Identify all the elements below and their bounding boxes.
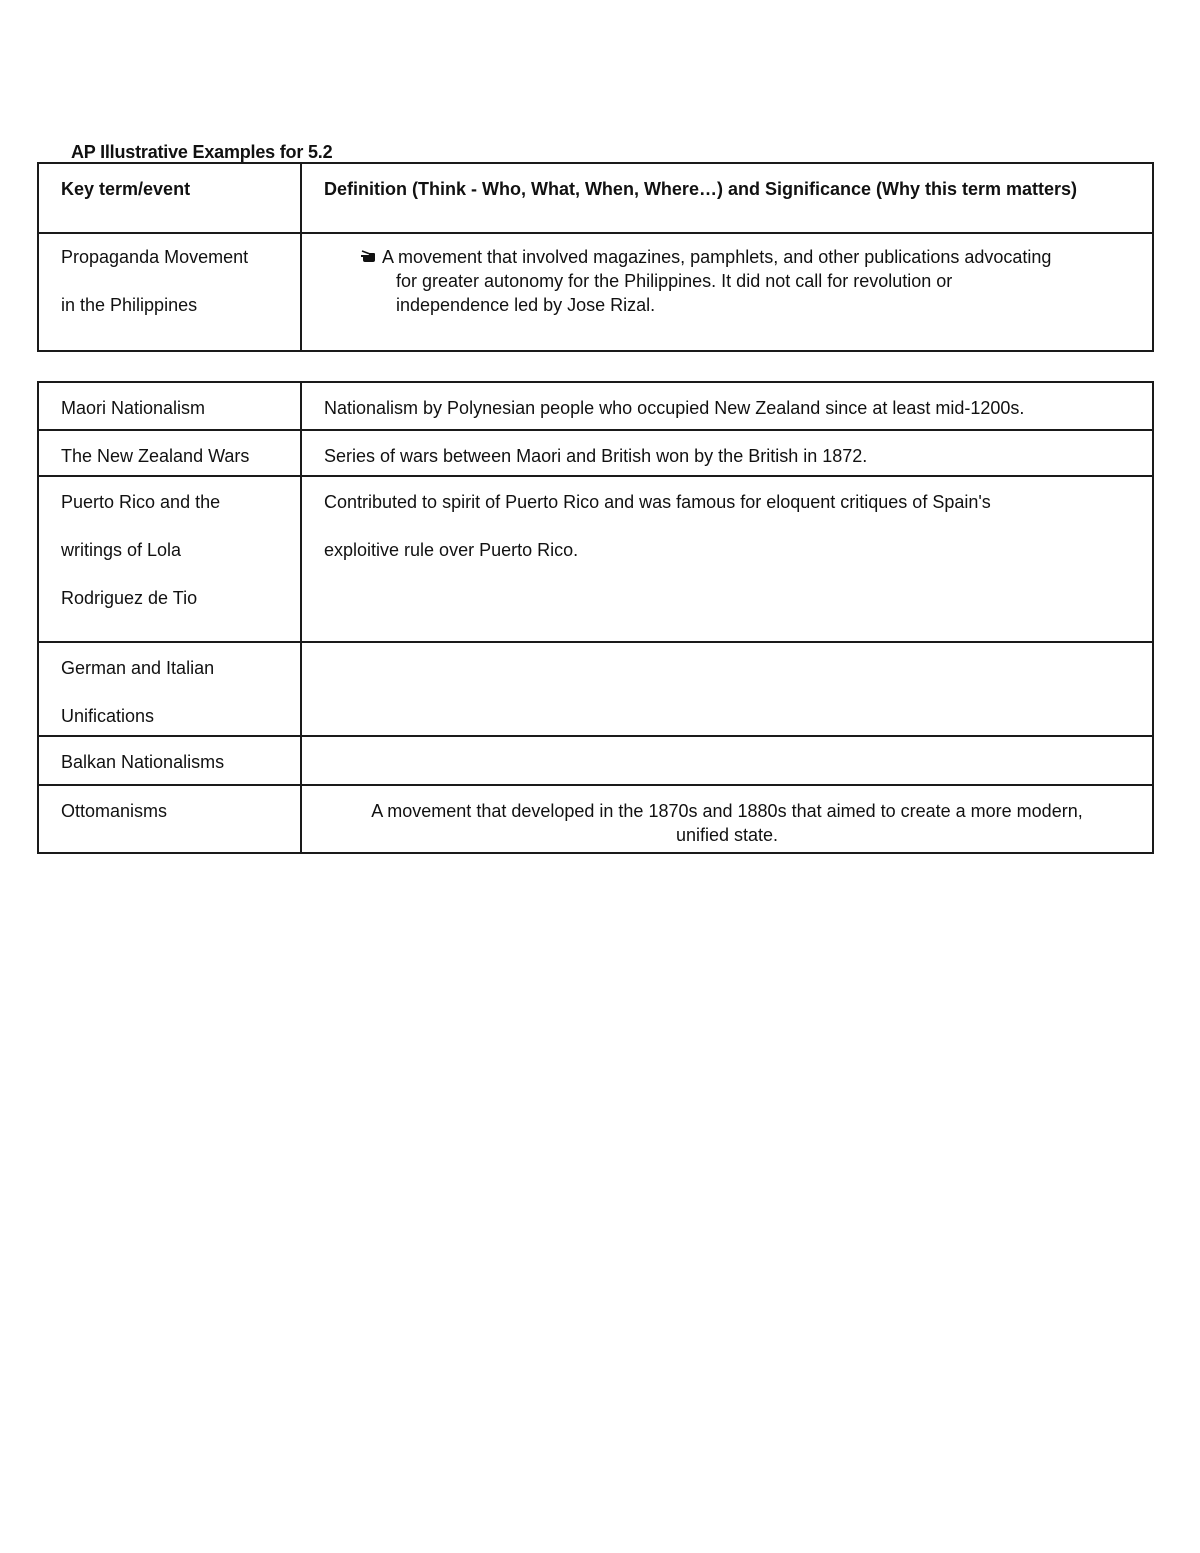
term-cell: [38, 382, 301, 430]
term-cell: [38, 233, 301, 351]
definition-cell: [301, 233, 1153, 351]
term-text: Puerto Rico and the: [61, 492, 221, 512]
definition-cell: [301, 785, 1153, 853]
document-title: AP Illustrative Examples for 5.2: [71, 142, 333, 162]
term-cell: [38, 736, 301, 785]
definition-text: [302, 643, 1152, 656]
term-cell: [38, 430, 301, 476]
header-definition-label: Definition (Think - Who, What, When, Where…) and Significance (Why this term matters): [324, 179, 1078, 199]
definition-text: independence led by Jose Rizal.: [396, 295, 656, 315]
definition-cell: [301, 430, 1153, 476]
definition-text: exploitive rule over Puerto Rico.: [324, 540, 579, 560]
term-text: Rodriguez de Tio: [61, 588, 198, 608]
key-terms-table: [37, 381, 1154, 854]
term-cell: [38, 642, 301, 736]
key-terms-table-header: [37, 162, 1154, 352]
term-text: in the Philippines: [61, 295, 198, 315]
header-cell-key-term: [38, 163, 301, 233]
term-text: Balkan Nationalisms: [61, 752, 225, 772]
table-header-row: [38, 163, 1153, 233]
table-row: [38, 736, 1153, 785]
term-text: Maori Nationalism: [61, 398, 206, 418]
header-key-term-label: Key term/event: [61, 179, 191, 199]
term-cell: [38, 785, 301, 853]
definition-text: unified state.: [675, 825, 779, 845]
definition-cell[interactable]: [301, 736, 1153, 785]
table-row: [38, 233, 1153, 351]
table-row: [38, 430, 1153, 476]
definition-text: for greater autonomy for the Philippines. It did not call for revolution or: [396, 271, 953, 291]
definition-text: A movement that developed in the 1870s and 1880s that aimed to create a more modern,: [371, 801, 1083, 821]
term-text: Unifications: [61, 706, 155, 726]
table-row: [38, 476, 1153, 642]
definition-text: Nationalism by Polynesian people who occupied New Zealand since at least mid-1200s.: [324, 398, 1025, 418]
header-cell-definition: [301, 163, 1153, 233]
definition-cell[interactable]: [301, 642, 1153, 736]
term-cell: [38, 476, 301, 642]
table-row: [38, 785, 1153, 853]
term-text: The New Zealand Wars: [61, 446, 250, 466]
table-row: [38, 642, 1153, 736]
pointing-hand-icon: [360, 248, 376, 264]
definition-text: Contributed to spirit of Puerto Rico and was famous for eloquent critiques of Spain's: [324, 492, 991, 512]
term-text: writings of Lola: [61, 540, 182, 560]
definition-cell: [301, 382, 1153, 430]
definition-cell: [301, 476, 1153, 642]
term-text: Propaganda Movement: [61, 247, 249, 267]
term-text: German and Italian: [61, 658, 215, 678]
table-row: [38, 382, 1153, 430]
definition-text: Series of wars between Maori and British won by the British in 1872.: [324, 446, 868, 466]
term-text: Ottomanisms: [61, 801, 168, 821]
definition-text: A movement that involved magazines, pamphlets, and other publications advocating: [382, 247, 1052, 267]
definition-text: [302, 737, 1152, 750]
